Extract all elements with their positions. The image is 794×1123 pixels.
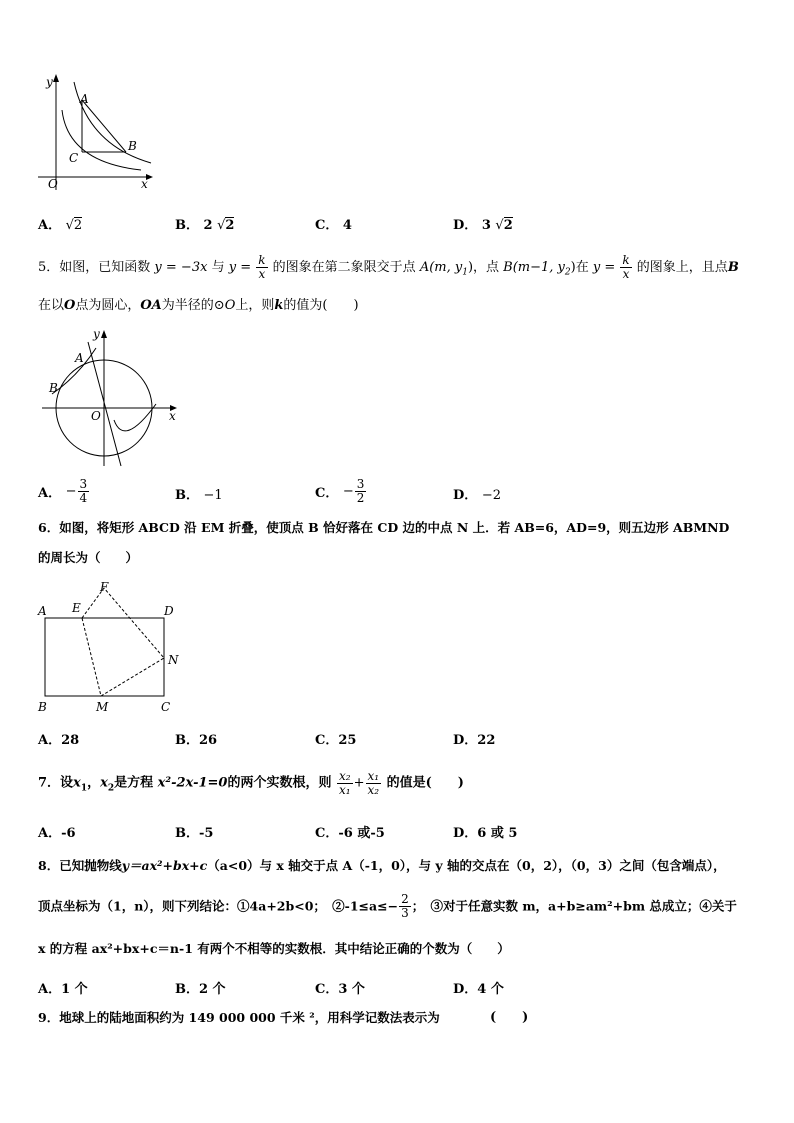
q8-line3: x 的方程 ax²+bx+c＝n-1 有两个不相等的实数根．其中结论正确的个数为（ ） xyxy=(38,941,510,956)
q7-var: x xyxy=(100,775,108,791)
label-y: y xyxy=(46,75,53,89)
label-c: C xyxy=(161,700,171,714)
q7-option-a: A．-6 xyxy=(38,826,76,841)
q6-figure xyxy=(34,578,184,718)
option-letter: C． xyxy=(315,486,339,501)
label-x: x xyxy=(169,409,176,423)
option-value: −1 xyxy=(203,488,223,503)
option-value: 3 xyxy=(481,218,491,233)
q8-text: （a<0）与 x 轴交于点 A（-1，0），与 y 轴的交点在（0，2），（0，3）之间（包含端点）， xyxy=(207,858,726,873)
option-letter: D． xyxy=(453,488,478,503)
q5-circle-symbol: ⊙O xyxy=(213,298,236,313)
q7-text: 的值是( ) xyxy=(386,775,464,791)
label-d: D xyxy=(164,604,174,618)
q5-text: 的图象上，且点 xyxy=(636,260,728,275)
q6-option-b: B．26 xyxy=(175,733,218,748)
q8-option-c: C．3 个 xyxy=(315,982,365,997)
q4-figure xyxy=(36,70,161,195)
label-a: A xyxy=(38,604,47,618)
q7-fraction-2: $\frac{\text{x₁}}{\text{x₂}}$ xyxy=(367,769,380,797)
q4-option-c xyxy=(315,214,352,233)
q5-text: )在 xyxy=(570,260,589,275)
q5-text: 点为圆心， xyxy=(75,298,141,313)
option-radicand: 2 xyxy=(503,218,513,233)
q7-fraction-1: $\frac{\text{x₂}}{\text{x₁}}$ xyxy=(339,769,351,797)
q7-option-b: B．-5 xyxy=(175,826,214,841)
q5-text: 的图象在第二象限交于点 xyxy=(272,260,416,275)
q5-sub: 2 xyxy=(564,267,571,278)
q5-option-c xyxy=(315,478,367,505)
q7-sub: 2 xyxy=(107,783,115,794)
q7-text: ， xyxy=(87,775,101,791)
q7-equation: x²-2x-1=0 xyxy=(157,775,228,791)
option-letter: A． xyxy=(38,218,62,233)
q5-text: OA xyxy=(140,298,162,313)
label-c: C xyxy=(69,151,79,165)
rectangle-abcd xyxy=(45,618,164,696)
q5-eq1: y = −3x xyxy=(154,260,208,275)
y-axis-arrow xyxy=(53,74,59,82)
option-value: 2 xyxy=(73,218,83,233)
q8-option-b: B．2 个 xyxy=(175,982,226,997)
q8-line2 xyxy=(38,893,737,920)
q8-text: 8．已知抛物线 xyxy=(38,858,122,873)
q5-point-a: A(m, y xyxy=(419,260,463,275)
q8-text: 顶点坐标为（1，n），则下列结论：①4a+2b<0； ②-1≤a≤− xyxy=(38,898,399,914)
q9-text: 9．地球上的陆地面积约为 149 000 000 千米 ²，用科学记数法表示为 xyxy=(38,1010,440,1025)
q5-option-b xyxy=(175,484,223,503)
q6-line2: 的周长为（ ） xyxy=(38,550,139,565)
option-letter: C． xyxy=(315,218,339,233)
q5-text: 上，则 xyxy=(235,298,275,313)
option-letter: D． xyxy=(453,218,478,233)
q6-line1: 6．如图，将矩形 ABCD 沿 EM 折叠，使顶点 B 恰好落在 CD 边的中点 N 上．若 AB=6，AD=9，则五边形 ABMND xyxy=(38,520,730,535)
q5-option-a xyxy=(38,478,90,505)
option-fraction: $\frac{3}{4}$ xyxy=(79,477,88,505)
q5-text: 的值为( ) xyxy=(283,298,359,313)
q5-text: O xyxy=(64,298,76,313)
label-x: x xyxy=(141,177,148,191)
q7-text: 的两个实数根，则 xyxy=(227,775,332,791)
option-sign: − xyxy=(65,484,77,499)
label-a: A xyxy=(80,92,89,106)
q8-option-a: A．1 个 xyxy=(38,982,88,997)
q5-line2 xyxy=(38,298,359,314)
q7-var: x xyxy=(73,775,81,791)
label-o: O xyxy=(48,177,58,191)
option-value: −2 xyxy=(481,488,501,503)
q8-option-d: D．4 个 xyxy=(453,982,504,997)
label-m: M xyxy=(96,700,109,714)
fold-lines xyxy=(82,588,164,696)
label-f: F xyxy=(100,580,109,594)
label-a: A xyxy=(75,351,84,365)
q9-paren: ( ) xyxy=(490,1010,529,1025)
q7-text: 7．设 xyxy=(38,775,74,791)
q5-fraction: $\frac{k}{x}$ xyxy=(622,253,630,281)
q5-fraction: $\frac{k}{x}$ xyxy=(258,253,266,281)
option-value: 2 xyxy=(225,218,235,233)
q8-fraction: $\frac{2}{3}$ xyxy=(401,892,409,920)
q5-line1 xyxy=(38,254,739,281)
q5-text: B xyxy=(727,260,739,275)
q5-option-d xyxy=(453,484,501,503)
label-e: E xyxy=(72,601,81,615)
q7-option-c: C．-6 或-5 xyxy=(315,826,385,841)
q5-sub: 1 xyxy=(462,267,468,278)
q4-option-a: A． √2 xyxy=(38,218,83,233)
q5-point-b: B(m−1, y xyxy=(503,260,565,275)
label-b: B xyxy=(38,700,47,714)
label-n: N xyxy=(168,653,179,667)
q5-text: 与 xyxy=(211,260,225,275)
y-axis-arrow xyxy=(101,330,107,338)
option-letter: A． xyxy=(38,486,62,501)
label-y: y xyxy=(93,327,100,341)
q5-eq2: y = xyxy=(592,260,616,275)
label-b: B xyxy=(49,381,58,395)
q6-option-c: C．25 xyxy=(315,733,357,748)
option-sign: − xyxy=(342,484,354,499)
label-b: B xyxy=(128,139,137,153)
option-letter: B． xyxy=(175,488,199,503)
q5-text: )，点 xyxy=(467,260,500,275)
option-letter: B． xyxy=(175,218,199,233)
q7-plus: + xyxy=(353,775,365,791)
q6-option-a: A．28 xyxy=(38,733,80,748)
q4-option-b: B． 2 √2 xyxy=(175,218,235,233)
segment-ab xyxy=(82,100,126,152)
q4-option-d: D． 3 √2 xyxy=(453,218,513,233)
q5-text: k xyxy=(274,298,284,313)
q7-sub: 1 xyxy=(80,783,88,794)
option-fraction: $\frac{3}{2}$ xyxy=(356,477,365,505)
q5-text: 为半径的 xyxy=(161,298,214,313)
q5-text: 5．如图，已知函数 xyxy=(38,260,151,275)
q8-equation: y＝ax²+bx+c xyxy=(121,858,208,873)
label-o: O xyxy=(91,409,101,423)
q8-line1 xyxy=(38,858,726,874)
q5-text: 在以 xyxy=(38,298,65,313)
q6-option-d: D．22 xyxy=(453,733,496,748)
option-value: 4 xyxy=(342,218,352,233)
q5-eq2: y = xyxy=(228,260,252,275)
q7-option-d: D．6 或 5 xyxy=(453,826,518,841)
q7-line xyxy=(38,770,464,797)
q8-text: ； ③对于任意实数 m，a+b≥am²+bm 总成立；④关于 xyxy=(411,898,737,914)
q5-figure xyxy=(38,324,188,470)
q7-text: 是方程 xyxy=(114,775,154,791)
